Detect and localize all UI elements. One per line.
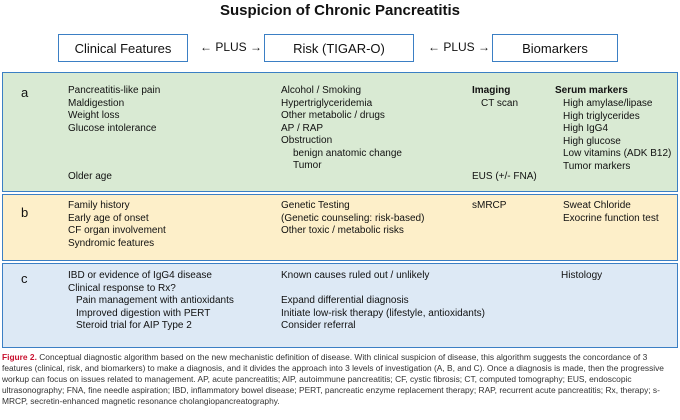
panel-a-clinical (68, 85, 160, 135)
list-item: IBD or evidence of IgG4 disease (68, 270, 212, 281)
list-item: Steroid trial for AIP Type 2 (76, 320, 192, 331)
list-item: Obstruction (281, 135, 333, 146)
list-item: Consider referral (281, 320, 356, 331)
list-item: Initiate low-risk therapy (lifestyle, antioxidants) (281, 307, 485, 319)
imaging-eus: EUS (+/- FNA) (472, 171, 537, 182)
list-item: Other metabolic / drugs (281, 110, 385, 121)
list-item: benign anatomic change (293, 147, 402, 159)
list-item: High IgG4 (563, 123, 609, 134)
imaging-ct-scan: CT scan (481, 98, 519, 109)
list-item: Glucose intolerance (68, 122, 157, 134)
risk-tigar-o-box: Risk (TIGAR-O) (264, 34, 414, 62)
list-item: Hypertriglyceridemia (281, 97, 373, 109)
list-item: Expand differential diagnosis (281, 295, 409, 306)
panel-a-older-age: Older age (68, 171, 112, 182)
list-item: CF organ involvement (68, 225, 166, 236)
panel-b-imaging: sMRCP (472, 200, 507, 211)
panel-b-clinical (68, 200, 166, 250)
panel-c-risk-top: Known causes ruled out / unlikely (281, 270, 430, 281)
list-item: AP / RAP (281, 122, 324, 134)
list-item: Early age of onset (68, 212, 149, 224)
list-item: Tumor markers (563, 160, 631, 172)
plus-connector-right: ← PLUS → (428, 40, 491, 54)
list-item: Low vitamins (ADK B12) (563, 148, 672, 159)
caption-text: Conceptual diagnostic algorithm based on the new mechanistic definition of disease. With clinical suspicion of disease, this algorithm suggests the concordance of 3 features (clinical, risk, and biomarkers) to make a diagnosis, and it divides the approach into 3 levels of investigation (A, B, and C). Once a diagnosis is made, then the progressive workup can focus on issues related to management. AP, acute pancreatitis; AIP, autoimmune pancreatitis; CF, cystic fibrosis; CT, computed tomography; EUS, endoscopic ultrasonography; FNA, fine needle aspiration; IBD, inflammatory bowel disease; PERT, pancreatic enzyme replacement therapy; RAP, recurrent acute pancreatitis; Rx, therapy; s-MRCP, secretin-enhanced magnetic resonance cholangiopancreatography. (2, 352, 664, 406)
clinical-features-box: Clinical Features (58, 34, 188, 62)
list-item: Sweat Chloride (563, 200, 631, 211)
biomarkers-box: Biomarkers (492, 34, 618, 62)
figure-label: Figure 2. (2, 352, 37, 362)
panel-a-letter: a (21, 85, 29, 100)
list-item: Other toxic / metabolic risks (281, 225, 404, 236)
panel-c-letter: c (21, 271, 28, 286)
serum-markers-list (563, 98, 671, 173)
panel-b-biomarkers (563, 200, 659, 225)
list-item: Tumor (293, 160, 322, 171)
list-item: High triglycerides (563, 110, 640, 122)
list-item: High amylase/lipase (563, 98, 653, 109)
serum-markers-heading: Serum markers (555, 85, 628, 96)
panel-a (2, 72, 678, 192)
list-item: (Genetic counseling: risk-based) (281, 212, 425, 224)
panel-b-letter: b (21, 205, 29, 220)
list-item: Clinical response to Rx? (68, 282, 176, 294)
list-item: Exocrine function test (563, 212, 659, 224)
list-item: Genetic Testing (281, 200, 350, 211)
imaging-heading: Imaging (472, 85, 511, 96)
panel-c-histology: Histology (561, 270, 603, 281)
list-item: Family history (68, 200, 130, 211)
list-item: Improved digestion with PERT (76, 307, 211, 319)
diagram-title: Suspicion of Chronic Pancreatitis (219, 2, 461, 19)
panel-c-clinical (68, 270, 234, 333)
plus-connector-left: ← PLUS → (200, 40, 263, 54)
list-item: Alcohol / Smoking (281, 85, 362, 96)
list-item: High glucose (563, 135, 621, 147)
list-item: Weight loss (68, 110, 120, 121)
figure-caption (2, 352, 678, 420)
panel-c-risk (281, 295, 485, 333)
panel-c (2, 263, 678, 348)
list-item: Pancreatitis-like pain (68, 85, 161, 96)
panel-b-risk (281, 200, 424, 238)
list-item: Pain management with antioxidants (76, 295, 234, 306)
list-item: Maldigestion (68, 97, 125, 109)
panel-b (2, 194, 678, 261)
panel-a-risk (281, 85, 402, 173)
list-item: Syndromic features (68, 237, 155, 249)
